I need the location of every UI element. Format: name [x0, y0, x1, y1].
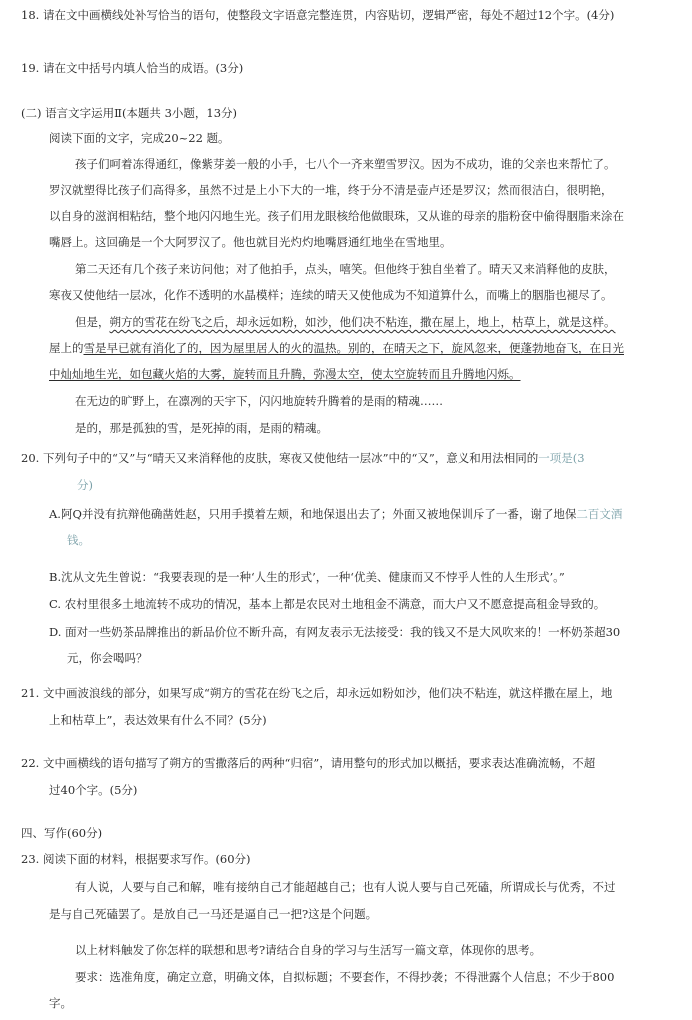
question-20-points: 分) [77, 478, 93, 492]
option-a-line2: 钱。 [67, 533, 90, 547]
question-20-stem-tail: 一项是(3 [538, 451, 585, 465]
passage-p2-line2: 寒夜又使他结一层冰，化作不透明的水晶模样；连续的晴天又使他成为不知道算什么，而嘴上的胭脂也褪尽了。 [49, 288, 613, 302]
question-23-stem: 23. 阅读下面的材料，根据要求写作。(60分) [21, 852, 251, 866]
question-21-line2: 上和枯草上”，表达效果有什么不同？(5分) [49, 713, 267, 727]
passage-p3-line2-lead: 屋上的 [49, 341, 84, 355]
section-4-heading: 四、写作(60分) [21, 826, 103, 840]
passage-p1-line1: 孩子们呵着冻得通红，像紫芽姜一般的小手，七八个一齐来塑雪罗汉。因为不成功，谁的父亲也来帮忙了。 [75, 157, 616, 171]
question-22-line1: 22. 文中画横线的语句描写了朔方的雪撒落后的两种“归宿”，请用整句的形式加以概括，要求表达准确流畅，不超 [21, 756, 596, 770]
option-c: C. 农村里很多土地流转不成功的情况，基本上都是农民对土地租金不满意，而大户又不愿意提高租金导致的。 [49, 597, 606, 611]
underlined-sentence-part2: 中灿灿地生光，如包藏火焰的大雾，旋转而且升腾，弥漫太空，使太空旋转而且升腾地闪烁。 [49, 367, 521, 381]
material-line2: 是与自己死磕罢了。是放自己一马还是逼自己一把?这是个问题。 [49, 907, 378, 921]
option-d-line2: 元，你会喝吗？ [67, 651, 148, 665]
question-18: 18. 请在文中画横线处补写恰当的语句，使整段文字语意完整连贯，内容贴切，逻辑严密，每处不超过12个字。(4分) [21, 8, 615, 22]
passage-p1-line3: 以自身的滋润相粘结，整个地闪闪地生光。孩子们用龙眼核给他做眼珠，又从谁的母亲的脂粉奁中偷得胭脂来涂在 [49, 209, 624, 223]
underlined-sentence-part1: 雪是早已就有消化了的，因为屋里居人的火的温热。别的，在晴天之下，旋风忽来，便蓬勃地奋飞，在日光 [83, 341, 624, 355]
passage-p2-line1: 第二天还有几个孩子来访问他；对了他拍手，点头，嘻笑。但他终于独自坐着了。晴天又来消释他的皮肤， [75, 262, 616, 276]
option-b: B.沈从文先生曾说：“我要表现的是一种‘人生的形式’，一种‘优美、健康而又不悖乎人性的人生形式’。” [49, 570, 565, 584]
writing-task: 以上材料触发了你怎样的联想和思考?请结合自身的学习与生活写一篇文章，体现你的思考。 [75, 943, 542, 957]
passage-p3-line2 [49, 341, 624, 355]
passage-p5: 是的，那是孤独的雪，是死掉的雨，是雨的精魂。 [75, 421, 328, 435]
wavy-underlined-sentence: 朔方的雪花在纷飞之后，却永远如粉，如沙，他们决不粘连，撒在屋上，地上，枯草上，就是这样。 [109, 315, 616, 329]
option-d-line1: D. 面对一些奶茶品牌推出的新品价位不断升高，有网友表示无法接受：我的钱又不是大风吹来的！一杯奶茶超30 [49, 625, 621, 639]
passage-p3-line1 [75, 315, 616, 329]
question-20-stem-text: 20. 下列句子中的“又”与“晴天又来消释他的皮肤，寒夜又使他结一层冰”中的“又”，意义和用法相同的 [21, 451, 539, 465]
option-a-line1 [49, 507, 622, 521]
question-19: 19. 请在文中括号内填人恰当的成语。(3分) [21, 61, 244, 75]
material-line1: 有人说，人要与自己和解，唯有接纳自己才能超越自己；也有人说人要与自己死磕，所谓成长与优秀，不过 [75, 880, 616, 894]
passage-p1-line4: 嘴唇上。这回确是一个大阿罗汉了。他也就目光灼灼地嘴唇通红地坐在雪地里。 [49, 235, 452, 249]
passage-p3-lead: 但是， [75, 315, 110, 329]
question-20-stem [21, 451, 585, 465]
reading-instruction: 阅读下面的文字，完成20~22 题。 [49, 131, 230, 145]
writing-requirements-line1: 要求：选准角度，确定立意，明确文体，自拟标题；不要套作，不得抄袭；不得泄露个人信息；不少于800 [75, 970, 615, 984]
option-a-text: A.阿Q并没有抗辩他确凿姓赵，只用手摸着左颊，和地保退出去了；外面又被地保训斥了一番，谢了地保 [49, 507, 577, 521]
writing-requirements-line2: 字。 [49, 996, 72, 1010]
option-a-tail: 二百文酒 [576, 507, 623, 521]
question-21-line1: 21. 文中画波浪线的部分，如果写成“朔方的雪花在纷飞之后，却永远如粉如沙，他们决不粘连，就这样撒在屋上，地 [21, 686, 613, 700]
passage-p1-line2: 罗汉就塑得比孩子们高得多，虽然不过是上小下大的一堆，终于分不清是壶卢还是罗汉；然而很洁白，很明艳， [49, 183, 613, 197]
section-2-heading: (二) 语言文字运用Ⅱ(本题共 3小题，13分) [21, 106, 238, 120]
question-22-line2: 过40个字。(5分) [49, 783, 138, 797]
passage-p4: 在无边的旷野上，在凛冽的天宇下，闪闪地旋转升腾着的是雨的精魂…… [75, 394, 443, 408]
